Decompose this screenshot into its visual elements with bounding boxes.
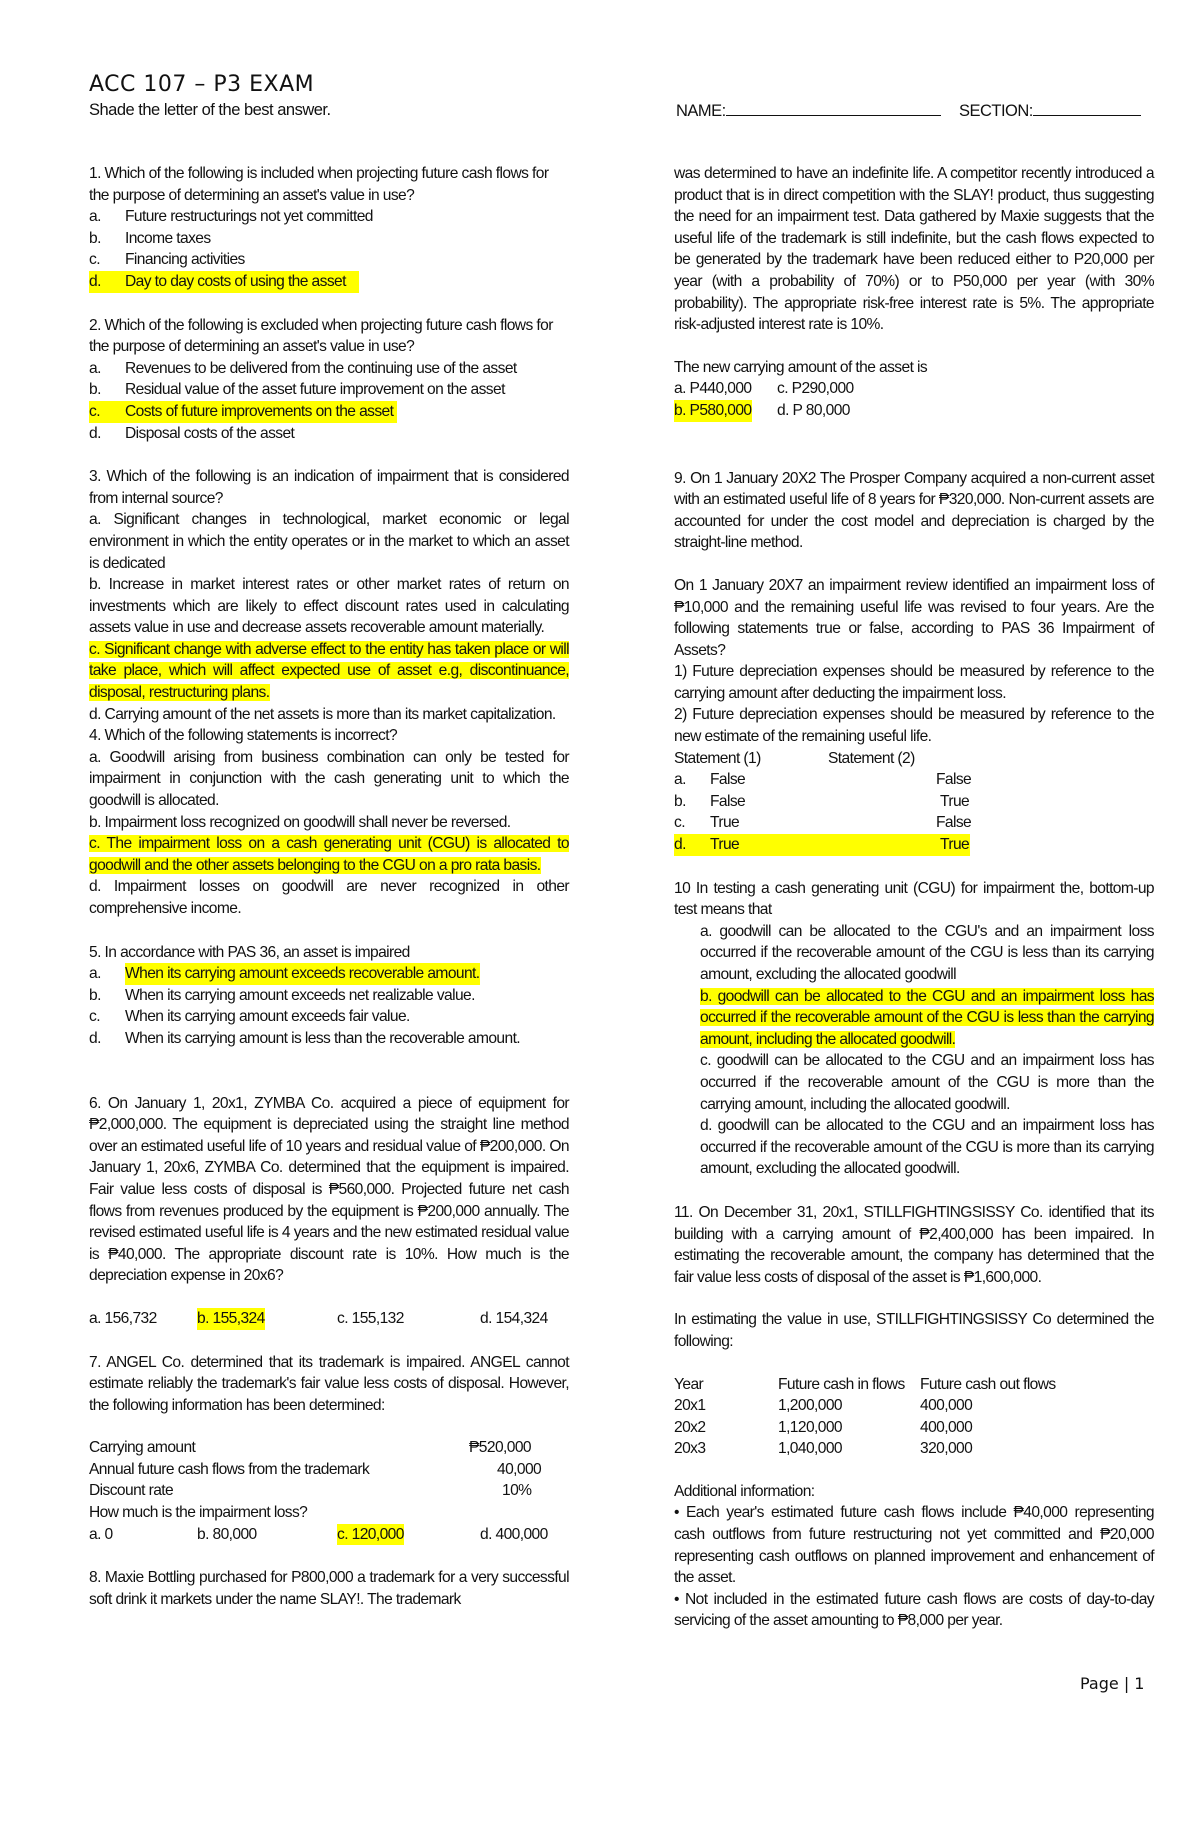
q5-stem: 5. In accordance with PAS 36, an asset is impaired [89, 943, 410, 961]
q7-row-cashflows: Annual future cash flows from the trademark 40,000 [89, 1460, 542, 1478]
q3-option-b[interactable]: b. Increase in market interest rates or other market rates of return on investments which are likely to effect discount rates used in calculating assets value in use and decrease assets recoverable amount materially. [89, 576, 569, 637]
q2-option-d[interactable]: d. Disposal costs of the asset [89, 424, 295, 442]
q5-option-c[interactable]: c. When its carrying amount exceeds fair value. [89, 1008, 410, 1026]
question-5 [89, 942, 569, 1050]
q4-stem: 4. Which of the following statements is incorrect? [89, 727, 398, 745]
q6-choice-c[interactable]: c. 155,132 [337, 1309, 404, 1327]
question-9 [674, 468, 1154, 856]
q8-choice-d[interactable]: d. P 80,000 [777, 401, 850, 419]
q7-choice-b[interactable]: b. 80,000 [197, 1525, 257, 1543]
q9-statement-1: 1) Future depreciation expenses should be measured by reference to the carrying amount after deducting the impairment loss. [674, 663, 1154, 702]
q7-row-carrying: Carrying amount ₱520,000 [89, 1439, 531, 1457]
q2-option-c[interactable]: c. Costs of future improvements on the asset [89, 401, 397, 423]
q7-choice-a[interactable]: a. 0 [89, 1525, 113, 1543]
q4-option-a[interactable]: a. Goodwill arising from business combination can only be tested for impairment in conjunction with the cash generating unit to which the goodwill is allocated. [89, 748, 569, 810]
q6-choice-d[interactable]: d. 154,324 [480, 1309, 548, 1327]
page-number: Page | 1 [1080, 1674, 1145, 1693]
q2-stem: 2. Which of the following is excluded when projecting future cash flows for the purpose of determining an asset's value in use? [89, 316, 553, 356]
q6-stem: 6. On January 1, 20x1, ZYMBA Co. acquired a piece of equipment for ₱2,000,000. The equipment is depreciated using the straight line method over an estimated useful life of 10 years and residual value of ₱200,000. On January 1, 20x6, ZYMBA Co. determined that the equipment is impaired. Fair value less costs of disposal is ₱560,000. Projected future net cash flows from revenues produced by the equipment is ₱200,000 annually. The revised estimated useful life is 4 years and the new estimated residual value is ₱40,000. The appropriate discount rate is 10%. How much is the depreciation expense in 20x6? [89, 1094, 569, 1285]
q7-stem: 7. ANGEL Co. determined that its trademark is impaired. ANGEL cannot estimate reliably the trademark's fair value less costs of disposal. However, the following information has been determined: [89, 1353, 569, 1414]
q7-choices [89, 1524, 569, 1546]
q11-stem: 11. On December 31, 20x1, STILLFIGHTINGSISSY Co. identified that its building with a carrying amount of ₱2,400,000 has been impaired. In estimating the recoverable amount, the company has determined that the fair value less costs of disposal of the asset is ₱1,600,000. [674, 1203, 1154, 1286]
instruction-text: Shade the letter of the best answer. [89, 101, 331, 119]
q8-choice-b[interactable]: b. P580,000 [674, 400, 752, 422]
question-4 [89, 725, 569, 919]
q8-stem-right: was determined to have an indefinite life. A competitor recently introduced a product that is in direct competition with the SLAY! product, thus suggesting the need for an impairment test. Data gathered by Maxie suggests that the useful life of the trademark is still indefinite, but the cash flows expected to be generated by the trademark have been reduced either to P20,000 per year (with a probability of 70%) or to P50,000 per year (with 30% probability). The appropriate risk-free interest rate is 5%. The appropriate risk-adjusted interest rate is 10%. [674, 165, 1154, 334]
question-1 [89, 163, 569, 293]
q11-stem-2: In estimating the value in use, STILLFIGHTINGSISSY Co determined the following: [674, 1311, 1154, 1350]
q4-option-d[interactable]: d. Impairment losses on goodwill are never recognized in other comprehensive income. [89, 878, 569, 917]
q7-question: How much is the impairment loss? [89, 1504, 308, 1522]
q9-statement-2: 2) Future depreciation expenses should be measured by reference to the new estimate of the remaining useful life. [674, 706, 1154, 746]
q6-choices [89, 1308, 569, 1330]
q9-stem: 9. On 1 January 20X2 The Prosper Company acquired a non-current asset with an estimated useful life of 8 years for ₱320,000. Non-current assets are accounted for under the cost model and depreciation is charged by the straight-line method. [674, 469, 1154, 552]
q4-option-b[interactable]: b. Impairment loss recognized on goodwill shall never be reversed. [89, 813, 511, 831]
q5-option-a[interactable]: a. When its carrying amount exceeds recoverable amount. [89, 963, 569, 985]
q1-stem: 1. Which of the following is included when projecting future cash flows for the purpose of determining an asset's value in use? [89, 165, 549, 204]
q5-option-d[interactable]: d. When its carrying amount is less than the recoverable amount. [89, 1029, 521, 1047]
q7-choice-d[interactable]: d. 400,000 [480, 1525, 548, 1543]
exam-title: ACC 107 – P3 EXAM [89, 72, 315, 97]
question-11 [674, 1202, 1154, 1632]
q11-row-20x1: 20x1 1,200,000 400,000 [674, 1397, 973, 1415]
q9-row-d[interactable]: d. True True [674, 834, 970, 856]
q8-choice-c[interactable]: c. P290,000 [777, 380, 854, 398]
q7-choice-c[interactable]: c. 120,000 [337, 1524, 404, 1546]
q11-additional-label: Additional information: [674, 1482, 815, 1500]
q6-choice-a[interactable]: a. 156,732 [89, 1309, 157, 1327]
q11-row-20x3: 20x3 1,040,000 320,000 [674, 1440, 973, 1458]
name-label: NAME: [676, 102, 726, 120]
question-7 [89, 1352, 569, 1546]
question-8-part-1 [89, 1567, 569, 1610]
question-6 [89, 1093, 569, 1330]
q11-bullet-2: • Not included in the estimated future cash flows are costs of day-to-day servicing of the asset amounting to ₱8,000 per year. [674, 1590, 1154, 1630]
q11-bullet-1: • Each year's estimated future cash flows include ₱40,000 representing cash outflows from future restructuring not yet committed and ₱20,000 representing cash outflows on planned improvement and enhancement of the asset. [674, 1504, 1154, 1587]
q9-row-c[interactable]: c. True False [674, 814, 972, 832]
section-blank[interactable] [1033, 101, 1141, 116]
left-column [89, 163, 569, 1610]
q9-row-b[interactable]: b. False True [674, 792, 970, 810]
q2-option-b[interactable]: b. Residual value of the asset future improvement on the asset [89, 381, 505, 399]
q1-option-a[interactable]: a. Future restructurings not yet committed [89, 208, 373, 226]
q10-option-c[interactable]: c. goodwill can be allocated to the CGU and an impairment loss has occurred if the recoverable amount of the CGU is more than the carrying amount, including the allocated goodwill. [700, 1052, 1154, 1113]
q10-option-b[interactable]: b. goodwill can be allocated to the CGU and an impairment loss has occurred if the recoverable amount of the CGU is less than the carrying amount, including the allocated goodwill. [700, 987, 1154, 1048]
q8-question: The new carrying amount of the asset is [674, 358, 928, 376]
q3-stem: 3. Which of the following is an indication of impairment that is considered from internal source? [89, 468, 569, 507]
q4-option-c[interactable]: c. The impairment loss on a cash generating unit (CGU) is allocated to goodwill and the other assets belonging to the CGU on a pro rata basis. [89, 835, 569, 874]
q7-row-discount: Discount rate 10% [89, 1482, 532, 1500]
q3-option-a[interactable]: a. Significant changes in technological, market economic or legal environment in which the entity operates or in the market to which an asset is dedicated [89, 511, 569, 572]
q9-table-header: Statement (1) Statement (2) [674, 749, 915, 767]
q11-row-20x2: 20x2 1,120,000 400,000 [674, 1418, 973, 1436]
question-2 [89, 315, 569, 445]
right-column [674, 163, 1154, 1632]
q1-option-c[interactable]: c. Financing activities [89, 251, 245, 269]
q9-stem-2: On 1 January 20X7 an impairment review identified an impairment loss of ₱10,000 and the remaining useful life was revised to four years. Are the following statements true or false, according to PAS 36 Impairment of Assets? [674, 576, 1154, 659]
q8-choice-a[interactable]: a. P440,000 [674, 380, 752, 398]
question-8-part-2 [674, 163, 1154, 422]
q1-option-b[interactable]: b. Income taxes [89, 229, 211, 247]
q10-option-a[interactable]: a. goodwill can be allocated to the CGU's and an impairment loss occurred if the recoverable amount of the CGU is less than its carrying amount, excluding the allocated goodwill [700, 922, 1154, 983]
q10-stem: 10 In testing a cash generating unit (CGU) for impairment the, bottom-up test means that [674, 879, 1154, 919]
q3-option-c[interactable]: c. Significant change with adverse effect to the entity has taken place or will take place, which will affect expected use of asset e.g, discontinuance, disposal, restructuring plans. [89, 640, 569, 702]
name-section-bar [676, 101, 1141, 121]
q5-option-b[interactable]: b. When its carrying amount exceeds net realizable value. [89, 986, 475, 1004]
q10-option-d[interactable]: d. goodwill can be allocated to the CGU and an impairment loss has occurred if the recoverable amount of the CGU is more than its carrying amount, excluding the allocated goodwill. [700, 1117, 1154, 1178]
question-3 [89, 466, 569, 725]
q9-row-a[interactable]: a. False False [674, 771, 972, 789]
q2-option-a[interactable]: a. Revenues to be delivered from the continuing use of the asset [89, 359, 517, 377]
question-10 [674, 878, 1154, 1180]
q8-stem-left: 8. Maxie Bottling purchased for P800,000 a trademark for a very successful soft drink it markets under the name SLAY!. The trademark [89, 1569, 569, 1608]
q11-table-header: Year Future cash in flows Future cash out flows [674, 1375, 1056, 1393]
name-blank[interactable] [726, 101, 941, 116]
section-label: SECTION: [958, 102, 1033, 120]
q6-choice-b[interactable]: b. 155,324 [197, 1308, 265, 1330]
q3-option-d[interactable]: d. Carrying amount of the net assets is more than its market capitalization. [89, 705, 556, 723]
q1-option-d[interactable]: d. Day to day costs of using the asset [89, 271, 359, 293]
